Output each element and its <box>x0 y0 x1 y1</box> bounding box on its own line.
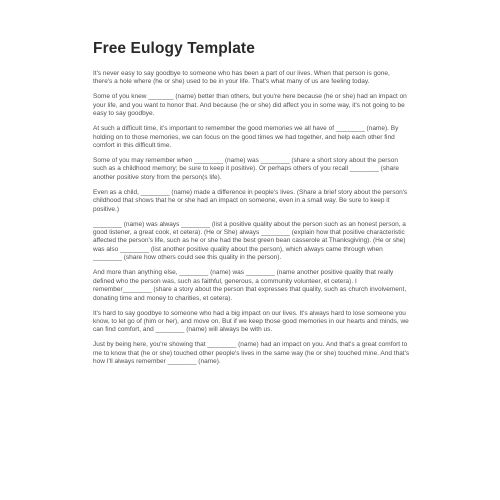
paragraph-difficult-time: At such a difficult time, it's important to remember the good memories we all have of ________ (name). By holding on to those memories, we can focus on the good times we had together, and help each other find comfort in this difficult time. <box>93 125 399 150</box>
paragraph-remember-when: Some of you may remember when ________ (name) was ________ (share a short story about the person such as a childhood memory; be sure to keep it positive). Or perhaps others of you recall ________ (share another positive story from the person(s life). <box>93 157 400 181</box>
paragraph-childhood: Even as a child, ________ (name) made a difference in people's lives. (Share a brief story about the person's childhood that shows that he or she had an impact on someone, even in a small way. Be sure to keep it positive.) <box>93 188 408 213</box>
paragraph-hard-goodbye: It's hard to say goodbye to someone who had a big impact on our lives. It's always hard to lose someone you know, to let go of (him or her), and move on. But if we keep those good memories in our hearts and minds, we can find comfort, and ________ (name) will always be with us. <box>93 309 409 334</box>
document-title: Free Eulogy Template <box>93 40 255 57</box>
paragraph-more-than-anything: And more than anything else, ________ (name) was ________ (name another positive quality that really defined who the person was, such as faithful, generous, a community volunteer, et cetera). I remember________ (share a story about the person that expresses that quality, such as church involvement, donating time and money to charities, et cetera). <box>93 269 407 302</box>
paragraph-closing: Just by being here, you're showing that ________ (name) had an impact on you. And that's a great comfort to me to know that (he or she) touched other people's lives in the same way (he or she) touched mine. And that's how I'll always remember ________ (name). <box>93 341 410 366</box>
paragraph-positive-quality: ________ (name) was always ________ (list a positive quality about the person such as an honest person, a good listener, a great cook, et cetera). (He or She) always ________ (explain how that positive characteristic affected the person's life, such as he or she had the best green bean casserole at Thanksgiving). (He or she) was also ________ (list another positive quality about the person), which always came through when ________ (share how others could see this quality in the person). <box>93 220 406 262</box>
paragraph-intro: It's never easy to say goodbye to someone who has been a part of our lives. When that person is gone, there's a hole where (he or she) used to be in your life. That's what many of us are feeling today. <box>93 70 390 86</box>
paragraph-knew-name: Some of you knew _______ (name) better than others, but you're here because (he or she) had an impact on your life, and you want to honor that. And because (he or she) did affect you in some way, it's not going to be easy to say goodbye. <box>93 93 407 118</box>
